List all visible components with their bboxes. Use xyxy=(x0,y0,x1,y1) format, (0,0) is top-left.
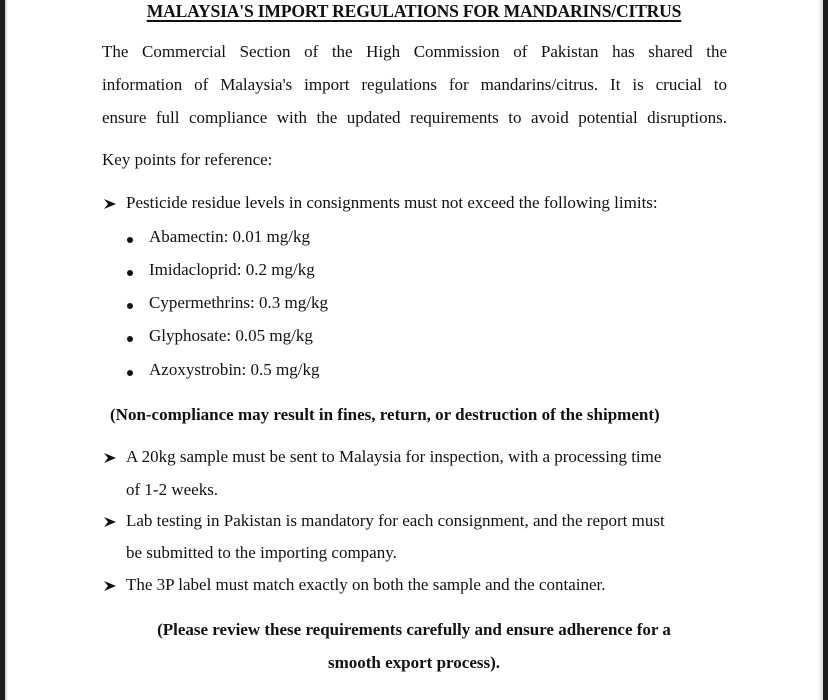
intro-line: The Commercial Section of the High Commission of Pakistan has shared the xyxy=(102,42,727,61)
right-frame-border xyxy=(823,0,828,700)
key-points-heading: Key points for reference: xyxy=(102,150,273,169)
right-frame-shade xyxy=(820,0,823,700)
document-title: MALAYSIA'S IMPORT REGULATIONS FOR MANDARINS/CITRUS xyxy=(146,1,682,21)
pesticide-point: Pesticide residue levels in consignments must not exceed the following limits: xyxy=(126,193,658,212)
pesticide-limit-item: Azoxystrobin: 0.5 mg/kg xyxy=(149,360,320,379)
requirement-item-sample-line: of 1-2 weeks. xyxy=(126,480,219,499)
round-bullet-icon xyxy=(127,336,133,342)
intro-line: ensure full compliance with the updated requirements to avoid potential disruptions. xyxy=(102,108,727,127)
left-frame-shade xyxy=(5,0,7,700)
arrowhead-bullet-icon xyxy=(104,581,116,591)
requirement-item-sample-line: A 20kg sample must be sent to Malaysia for inspection, with a processing time xyxy=(126,447,662,466)
closing-note-line: (Please review these requirements carefully and ensure adherence for a xyxy=(157,620,671,639)
closing-note-line: smooth export process). xyxy=(327,653,501,672)
requirement-item-lab-line: be submitted to the importing company. xyxy=(126,543,397,562)
round-bullet-icon xyxy=(127,270,133,276)
round-bullet-icon xyxy=(127,303,133,309)
pesticide-limit-item: Imidacloprid: 0.2 mg/kg xyxy=(149,260,315,279)
pesticide-limit-item: Abamectin: 0.01 mg/kg xyxy=(149,227,311,246)
requirement-item-label-line: The 3P label must match exactly on both the sample and the container. xyxy=(126,575,606,594)
round-bullet-icon xyxy=(127,370,133,376)
intro-line: information of Malaysia's import regulations for mandarins/citrus. It is crucial to xyxy=(102,75,727,94)
pesticide-limit-item: Glyphosate: 0.05 mg/kg xyxy=(149,326,313,345)
arrowhead-bullet-icon xyxy=(104,199,116,209)
arrowhead-bullet-icon xyxy=(104,517,116,527)
round-bullet-icon xyxy=(127,237,133,243)
non-compliance-note: (Non-compliance may result in fines, return, or destruction of the shipment) xyxy=(110,405,660,424)
arrowhead-bullet-icon xyxy=(104,453,116,463)
pesticide-limit-item: Cypermethrins: 0.3 mg/kg xyxy=(149,293,328,312)
requirement-item-lab-line: Lab testing in Pakistan is mandatory for each consignment, and the report must xyxy=(126,511,665,530)
